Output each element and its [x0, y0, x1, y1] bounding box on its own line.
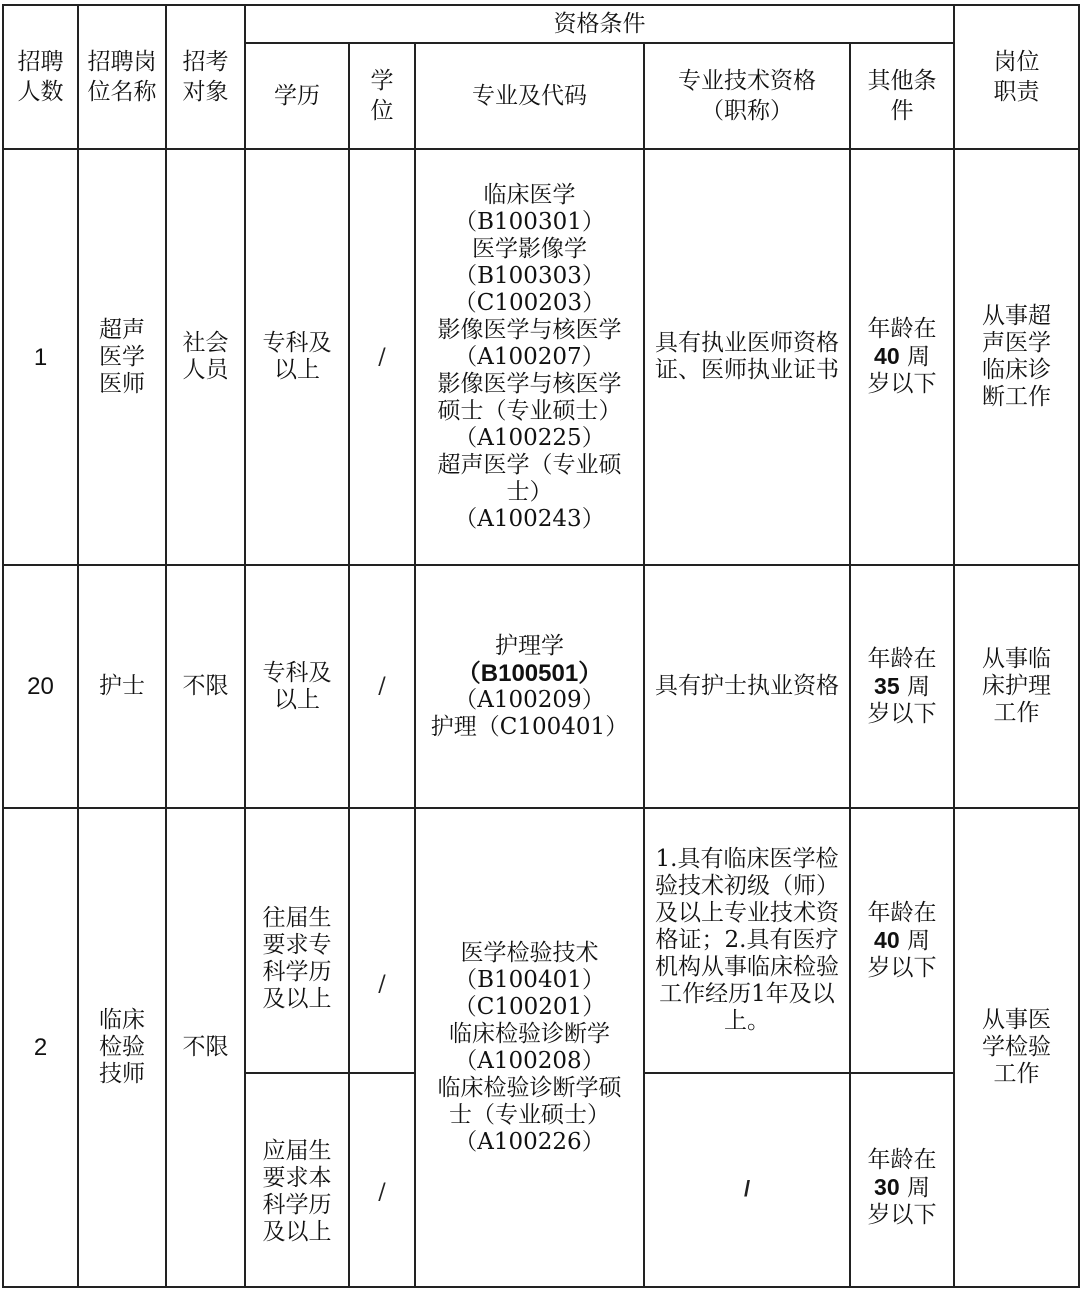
row-other: 年龄在 30 周 岁以下: [850, 1073, 954, 1287]
row-degree: /: [349, 149, 415, 565]
row-duty: 从事临床护理工作: [954, 565, 1079, 808]
row-tech: 1.具有临床医学检验技术初级（师）及以上专业技术资格证；2.具有医疗机构从事临床检验工作经历1年及以上。: [644, 808, 850, 1073]
header-other: 其他条件: [850, 43, 954, 149]
recruitment-table: [2, 4, 1080, 1288]
row-education: 应届生要求本科学历及以上: [245, 1073, 349, 1287]
table-row: [3, 808, 1079, 1073]
row-degree: /: [349, 565, 415, 808]
row-tech: 具有执业医师资格证、医师执业证书: [644, 149, 850, 565]
row-major: 医学检验技术 （B100401） （C100201） 临床检验诊断学 （A100208） 临床检验诊断学硕 士（专业硕士） （A100226）: [415, 808, 644, 1287]
row-degree: /: [349, 1073, 415, 1287]
row-target: 不限: [166, 808, 245, 1287]
row-other: 年龄在 40 周 岁以下: [850, 808, 954, 1073]
row-tech: /: [644, 1073, 850, 1287]
row-post: 临床检验技师: [78, 808, 166, 1287]
row-target: 社会人员: [166, 149, 245, 565]
row-tech: 具有护士执业资格: [644, 565, 850, 808]
row-post: 超声医学医师: [78, 149, 166, 565]
header-degree: 学位: [349, 43, 415, 149]
row-education: 专科及以上: [245, 565, 349, 808]
row-other: 年龄在 35 周 岁以下: [850, 565, 954, 808]
row-count: 1: [3, 149, 78, 565]
header-tech: 专业技术资格（职称）: [644, 43, 850, 149]
row-duty: 从事医学检验工作: [954, 808, 1079, 1287]
row-degree: /: [349, 808, 415, 1073]
row-major: 护理学 （B100501） （A100209） 护理（C100401）: [415, 565, 644, 808]
header-target: 招考对象: [166, 5, 245, 149]
table-row: [3, 149, 1079, 565]
header-count: 招聘人数: [3, 5, 78, 149]
row-education: 往届生要求专科学历及以上: [245, 808, 349, 1073]
row-count: 20: [3, 565, 78, 808]
header-education: 学历: [245, 43, 349, 149]
row-post: 护士: [78, 565, 166, 808]
table-row: [3, 565, 1079, 808]
header-row-1: [3, 5, 1079, 43]
header-duty: 岗位职责: [954, 5, 1079, 149]
header-post: 招聘岗位名称: [78, 5, 166, 149]
row-other: 年龄在 40 周 岁以下: [850, 149, 954, 565]
row-major: 临床医学 （B100301） 医学影像学 （B100303） （C100203） 影像医学与核医学 （A100207） 影像医学与核医学 硕士（专业硕士） （A100225） 超声医学（专业硕 士） （A100243）: [415, 149, 644, 565]
row-count: 2: [3, 808, 78, 1287]
row-target: 不限: [166, 565, 245, 808]
row-education: 专科及以上: [245, 149, 349, 565]
header-major: 专业及代码: [415, 43, 644, 149]
row-duty: 从事超声医学临床诊断工作: [954, 149, 1079, 565]
header-qualifications: 资格条件: [245, 5, 954, 43]
